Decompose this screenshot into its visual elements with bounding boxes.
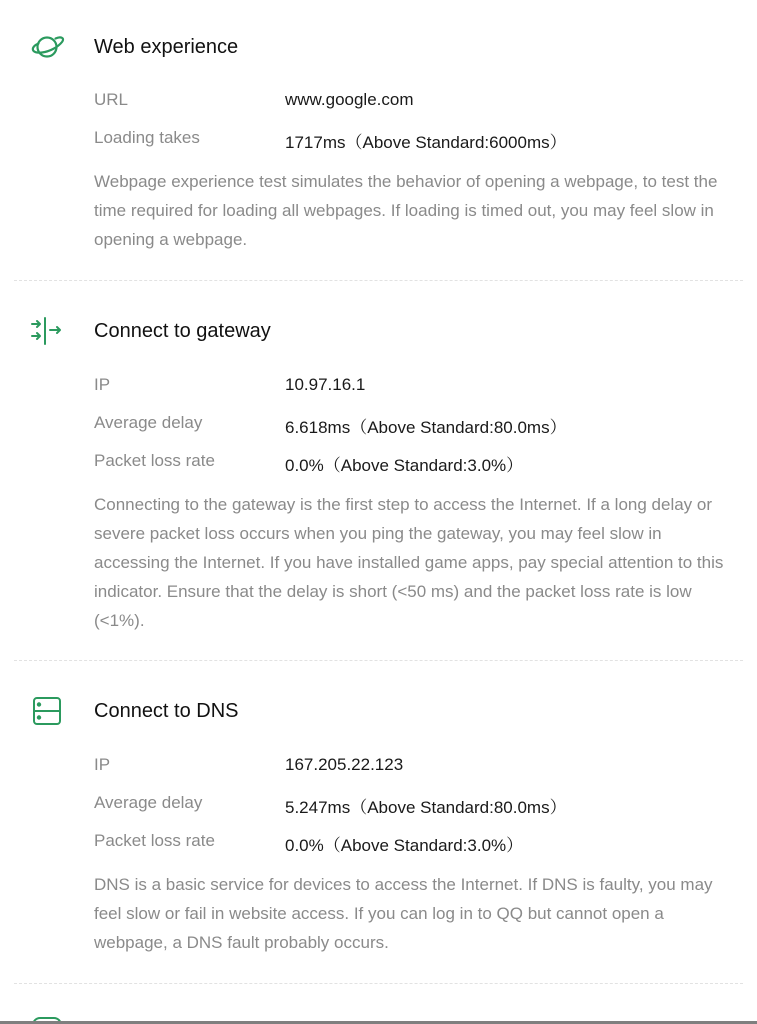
row-label: IP [94,755,111,774]
gateway-arrows-icon [28,314,66,348]
row-value: 1717ms（Above Standard:6000ms） [285,133,567,152]
section-title: Connect to DNS [94,700,239,722]
row-label: URL [94,90,129,109]
row-value: 5.247ms（Above Standard:80.0ms） [285,798,567,817]
row-label: Packet loss rate [94,451,215,470]
dns-header [0,692,757,732]
row-value: 10.97.16.1 [285,375,366,394]
row-label: IP [94,375,111,394]
web-experience-header [0,28,757,68]
gateway-header [0,312,757,352]
row-value: www.google.com [285,90,414,109]
section-description: Webpage experience test simulates the behavior of opening a webpage, to test the time required for loading all webpages. If loading is timed out, you may feel slow in opening a webpage. [94,172,718,249]
row-value: 0.0%（Above Standard:3.0%） [285,836,524,855]
server-icon [28,695,66,729]
info-row-packet-loss-rate [94,451,734,479]
section-divider [14,660,743,661]
info-row-loading-takes [94,128,734,156]
section-description: DNS is a basic service for devices to access the Internet. If DNS is faulty, you may feel slow or fail in website access. If you can log in to QQ but cannot open a webpage, a DNS fault probably occurs. [94,875,713,952]
info-row-ip [94,755,734,783]
section-divider [14,280,743,281]
row-label: Average delay [94,793,203,812]
planet-icon [28,30,66,64]
row-value: 6.618ms（Above Standard:80.0ms） [285,418,567,437]
section-description: Connecting to the gateway is the first step to access the Internet. If a long delay or severe packet loss occurs when you ping the gateway, you may feel slow in accessing the Internet. If you have installed game apps, pay special attention to this indicator. Ensure that the delay is short (<50 ms) and the packet loss rate is low (<1%). [94,495,724,630]
info-row-ip [94,375,734,403]
info-row-url [94,90,734,118]
row-label: Loading takes [94,128,200,147]
row-label: Packet loss rate [94,831,215,850]
section-title: Web experience [94,36,239,58]
row-label: Average delay [94,413,203,432]
section-divider [14,983,743,984]
row-value: 0.0%（Above Standard:3.0%） [285,456,524,475]
info-row-average-delay [94,413,734,441]
info-row-packet-loss-rate [94,831,734,859]
section-title: Connect to gateway [94,320,271,342]
row-value: 167.205.22.123 [285,755,404,774]
info-row-average-delay [94,793,734,821]
